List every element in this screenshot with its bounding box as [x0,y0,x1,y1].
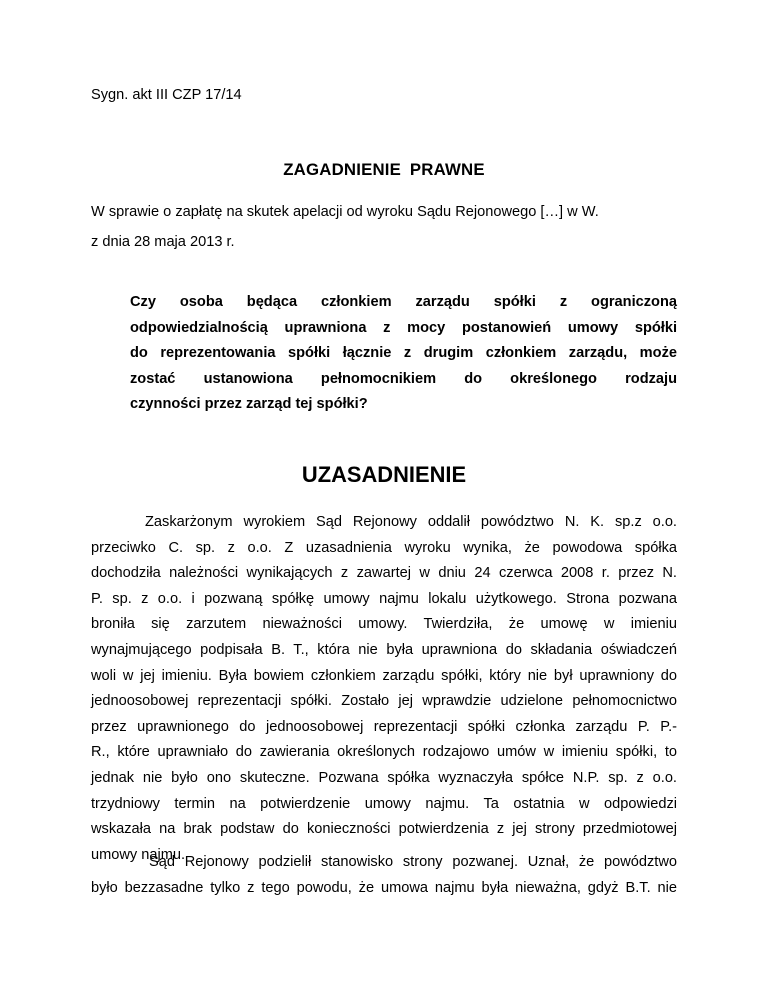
paragraph-line: przez uprawnionego do jednoosobowej reprezentacji spółki członka zarządu P. P.- [91,718,677,735]
case-signature: Sygn. akt III CZP 17/14 [91,87,242,103]
legal-question [130,290,677,418]
paragraph-line: jednoosobowej reprezentacji spółki. Zostało jej wprawdzie udzielone pełnomocnictwo [91,693,677,710]
paragraph-line: R., które uprawniało do zawierania określonych rodzajowo umów w imieniu spółki, to [91,744,677,761]
question-line: do reprezentowania spółki łącznie z drugim członkiem zarządu, może [130,345,677,362]
paragraph-line: jednak nie było ono skuteczne. Pozwana spółka wyznaczyła spółce N.P. sp. z o.o. [91,769,677,786]
intro-line-1: W sprawie o zapłatę na skutek apelacji od wyroku Sądu Rejonowego […] w W. [91,204,599,220]
paragraph-2 [91,850,677,901]
paragraph-line: broniła się zarzutem nieważności umowy. Twierdziła, że umowę w imieniu [91,616,677,633]
paragraph-line: umowy najmu. [91,846,186,863]
section-heading: UZASADNIENIE [301,462,467,487]
question-line: czynności przez zarząd tej spółki? [130,396,368,413]
paragraph-line: P. sp. z o.o. i pozwaną spółkę umowy najmu lokalu użytkowego. Strona pozwana [91,590,677,607]
paragraph-line: trzydniowy termin na potwierdzenie umowy najmu. Ta ostatnia w odpowiedzi [91,795,677,812]
paragraph-1 [91,510,677,868]
paragraph-line: woli w jej imieniu. Była bowiem członkiem zarządu spółki, który nie był uprawniony do [91,667,677,684]
paragraph-line: było bezzasadne tylko z tego powodu, że umowa najmu była nieważna, gdyż B.T. nie [91,879,677,896]
paragraph-line: wskazała na brak podstaw do konieczności potwierdzenia z jej strony przedmiotowej [91,821,677,838]
paragraph-line: Sąd Rejonowy podzielił stanowisko strony pozwanej. Uznał, że powództwo [149,854,677,870]
question-line: zostać ustanowiona pełnomocnikiem do określonego rodzaju [130,370,677,387]
paragraph-line: wynajmującego podpisała B. T., która nie była uprawniona do składania oświadczeń [91,641,677,658]
document-title: ZAGADNIENIE PRAWNE [283,160,485,179]
paragraph-line: Zaskarżonym wyrokiem Sąd Rejonowy oddalił powództwo N. K. sp.z o.o. [145,514,677,530]
question-line: Czy osoba będąca członkiem zarządu spółki z ograniczoną [130,294,677,310]
question-line: odpowiedzialnością uprawniona z mocy postanowień umowy spółki [130,319,677,336]
paragraph-line: przeciwko C. sp. z o.o. Z uzasadnienia wyroku wynika, że powodowa spółka [91,539,677,556]
intro-line-2: z dnia 28 maja 2013 r. [91,234,235,250]
paragraph-line: dochodziła należności wynikających z zawartej w dniu 24 czerwca 2008 r. przez N. [91,565,677,582]
